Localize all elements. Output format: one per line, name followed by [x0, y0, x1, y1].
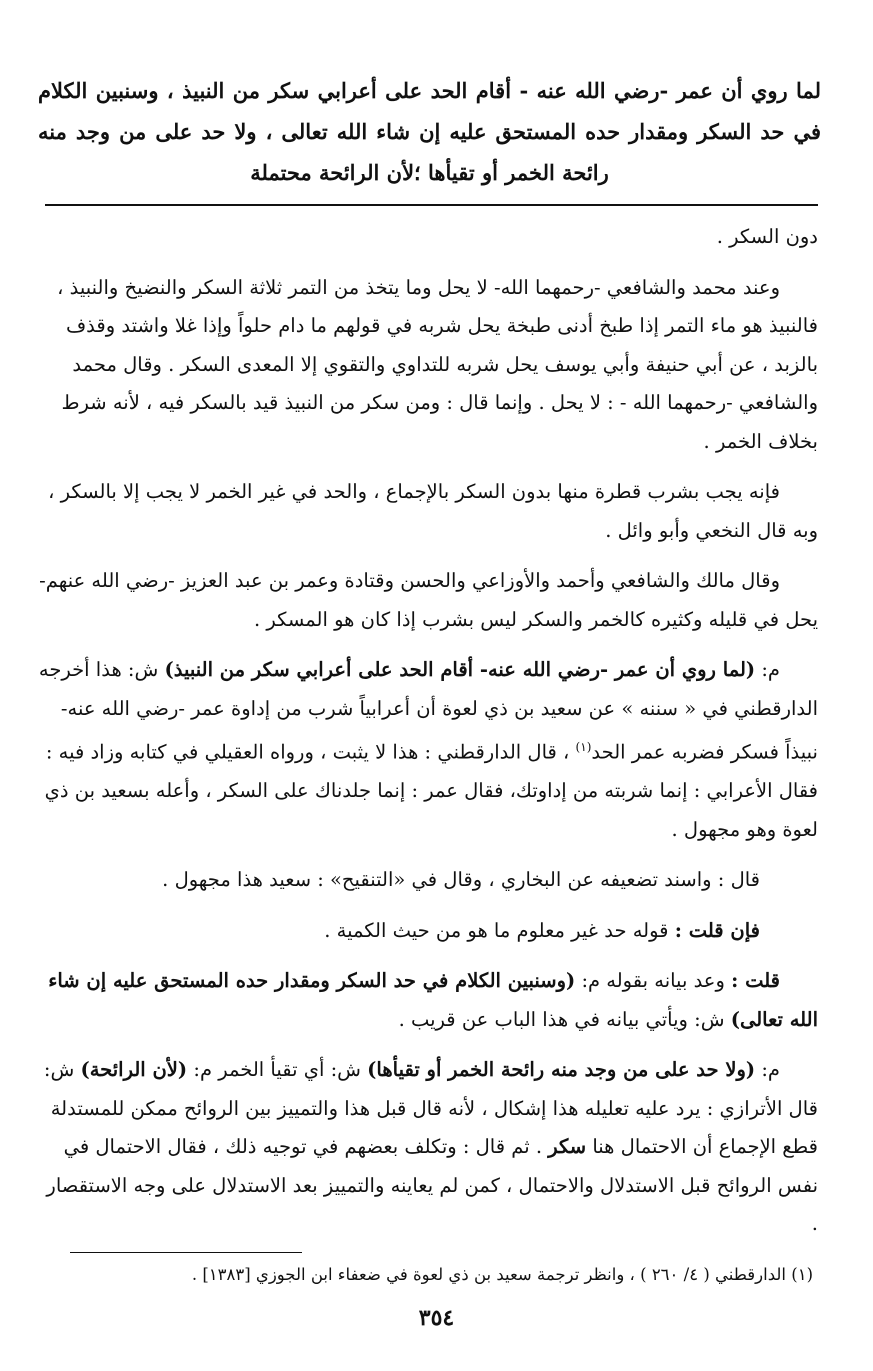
- sharh-text-cont: ش: قال الأترازي : يرد عليه تعليله هذا إشكال ، لأنه قال قبل هذا والتمييز بين الروائح ممكن للمستدلة قطع الإجماع أن الاحتمال هنا: [43, 1058, 818, 1158]
- footnote-divider: [70, 1252, 302, 1253]
- question-text: قوله حد غير معلوم ما هو من حيث الكمية .: [324, 918, 669, 942]
- footnote: (١) الدارقطني ( ٤/ ٢٦٠ ) ، وانظر ترجمة سعيد بن ذي لعوة في ضعفاء ابن الجوزي [١٣٨٣] .: [191, 1265, 813, 1284]
- matn-quote-2: (لأن الرائحة): [80, 1058, 188, 1081]
- question-marker: فإن قلت :: [674, 918, 760, 942]
- answer-text: وعد بيانه بقوله م:: [581, 969, 725, 992]
- footnote-ref: (١): [575, 740, 592, 754]
- page-number: ٣٥٤: [418, 1305, 455, 1331]
- matn-quote: (لما روي أن عمر -رضي الله عنه- أقام الحد على أعرابي سكر من النبيذ): [164, 658, 756, 681]
- answer-marker: قلت :: [731, 969, 780, 992]
- sharh-text: ش: ويأتي بيانه في هذا الباب عن قريب .: [398, 1007, 725, 1031]
- paragraph-8: [38, 962, 818, 1039]
- matn-marker: م:: [761, 1058, 780, 1081]
- paragraph-4: وقال مالك والشافعي وأحمد والأوزاعي والحسن وقتادة وعمر بن عبد العزيز -رضي الله عنهم- يحل في قليله وكثيره كالخمر والسكر ليس بشرب إذا كان هو المسكر .: [39, 569, 818, 631]
- paragraph-5: [38, 651, 818, 849]
- paragraph-7: [38, 912, 818, 951]
- sharh-text-cont: ، قال الدارقطني : هذا لا يثبت ، ورواه العقيلي في كتابه وزاد فيه : فقال الأعرابي : إنما شربته من إداوتك، فقال عمر : إنما جلدناك على السكر ، وأعله بسعيد بن ذي لعوة وهو مجهول .: [44, 740, 818, 841]
- paragraph-1: دون السكر .: [716, 225, 818, 248]
- matn-header: [38, 70, 821, 193]
- sharh-text-end: . ثم قال : وتكلف بعضهم في توجيه ذلك ، فقال الاحتمال في نفس الروائح قبل الاستدلال والاحتمال ، كمن لم يعاينه والتمييز بعد الاستدلال على وجه الاستقصار .: [46, 1135, 818, 1235]
- sharh-text: ش: هذا أخرجه الدارقطني في « سننه » عن سعيد بن ذي لعوة أن أعرابياً شرب من إداوة عمر -رضي الله عنه- نبيذاً فسكر فضربه عمر الحد: [38, 658, 818, 764]
- paragraph-3: فإنه يجب بشرب قطرة منها بدون السكر بالإجماع ، والحد في غير الخمر لا يجب إلا بالسكر ، وبه قال النخعي وأبو وائل .: [48, 480, 818, 542]
- paragraph-2: وعند محمد والشافعي -رحمهما الله- لا يحل وما يتخذ من التمر ثلاثة السكر والنضيخ والنبيذ ، فالنبيذ هو ماء التمر إذا طبخ أدنى طبخة يحل شربه في قولهم ما دام حلواً وإذا غلا واشتد وقذف بالزبد ، عن أبي حنيفة وأبي يوسف يحل شربه للتداوي والتقوي إلا المعدى السكر . وقال محمد والشافعي -رحمهما الله - : لا يحل . وإنما قال : ومن سكر من النبيذ قيد بالسكر فيه ، لأنه شرط بخلاف الخمر .: [57, 275, 818, 453]
- matn-marker: م:: [761, 658, 780, 681]
- header-divider: [45, 204, 818, 206]
- matn-quote: (وسنبين الكلام في حد السكر ومقدار حده المستحق عليه إن شاء الله تعالى): [48, 969, 818, 1031]
- matn-quote: (ولا حد على من وجد منه رائحة الخمر أو تقيأها): [367, 1058, 756, 1081]
- commentary-body: [38, 218, 818, 1256]
- paragraph-9: [38, 1051, 818, 1244]
- paragraph-6: قال : واسند تضعيفه عن البخاري ، وقال في «التنقيح» : سعيد هذا مجهول .: [162, 868, 760, 891]
- matn-text: لما روي أن عمر -رضي الله عنه - أقام الحد على أعرابي سكر من النبيذ ، وسنبين الكلام في حد السكر ومقدار حده المستحق عليه إن شاء الله تعالى ، ولا حد على من وجد منه رائحة الخمر أو تقيأها ؛لأن الرائحة محتملة: [38, 78, 821, 185]
- emphasis-word: سكر: [548, 1135, 587, 1158]
- sharh-text: ش: أي تقيأ الخمر م:: [193, 1058, 361, 1081]
